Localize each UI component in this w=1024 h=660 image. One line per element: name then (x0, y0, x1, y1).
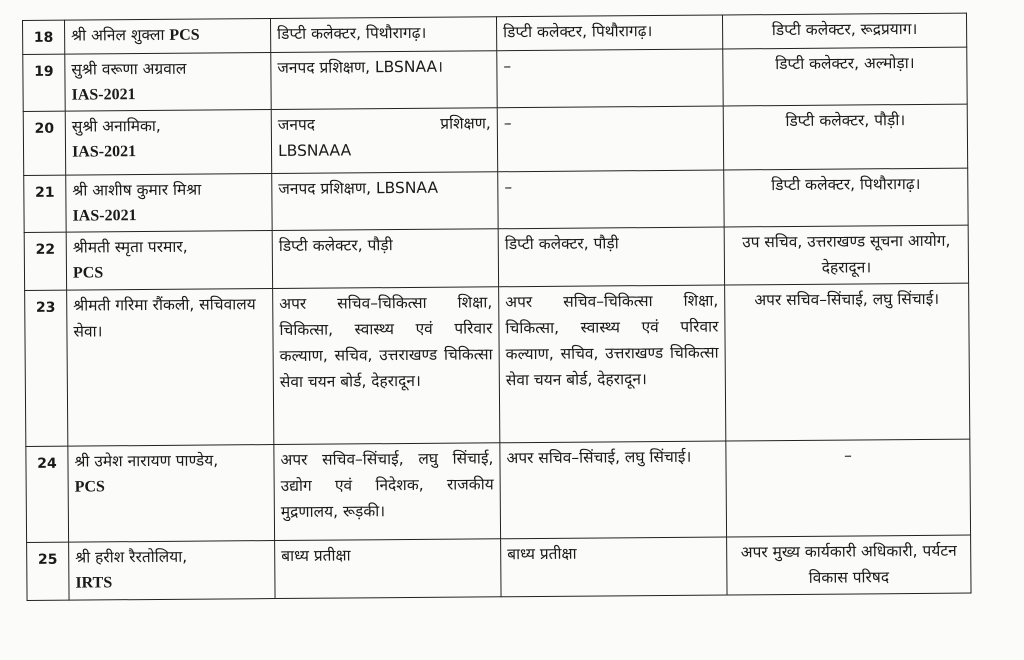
officer-name: श्री आशीष कुमार मिश्रा (72, 180, 202, 200)
serial-number: 21 (24, 175, 66, 232)
current-post: – (498, 170, 724, 229)
serial-number: 22 (24, 232, 66, 290)
officer-name-cell (69, 541, 275, 601)
officer-service: PCS (169, 26, 200, 44)
officer-service: IAS-2021 (71, 86, 136, 104)
table-row (27, 535, 971, 600)
previous-post: जनपद प्रशिक्षण, LBSNAA। (271, 51, 497, 110)
previous-post: अपर सचिव–चिकित्सा शिक्षा, चिकित्सा, स्वास्थ्य एवं परिवार कल्याण, सचिव, उत्तराखण्ड चिकित्सा सेवा चयन बोर्ड, देहरादून। (273, 287, 500, 445)
officer-name: श्रीमती गरिमा रौंकली, सचिवालय सेवा। (73, 295, 256, 341)
officer-name-cell (66, 174, 272, 233)
table-row (23, 104, 967, 175)
previous-post: जनपद प्रशिक्षण, LBSNAAA (271, 108, 497, 174)
serial-number: 24 (26, 446, 69, 542)
new-post: डिप्टी कलेक्टर, रूद्रप्रयाग। (722, 13, 966, 49)
officer-name-cell (68, 445, 275, 543)
document-page (22, 13, 972, 601)
current-post: अपर सचिव–चिकित्सा शिक्षा, चिकित्सा, स्वास्थ्य एवं परिवार कल्याण, सचिव, उत्तराखण्ड चिकित्सा सेवा चयन बोर्ड, देहरादून। (499, 285, 726, 443)
table-row (24, 225, 968, 290)
previous-post: डिप्टी कलेक्टर, पिथौरागढ़। (270, 17, 496, 53)
previous-post: जनपद प्रशिक्षण, LBSNAA (272, 172, 498, 231)
serial-number: 25 (27, 542, 69, 600)
table-row (24, 168, 968, 232)
officer-name: श्री उमेश नारायण पाण्डेय, (74, 451, 219, 471)
officer-name: श्रीमती स्मृता परमार, (72, 237, 188, 257)
previous-post: बाध्य प्रतीक्षा (275, 539, 501, 599)
new-post: डिप्टी कलेक्टर, पिथौरागढ़। (724, 168, 968, 227)
current-post: – (497, 106, 723, 172)
officer-name-cell (67, 289, 274, 447)
transfer-table (22, 13, 972, 601)
new-post: अपर मुख्य कार्यकारी अधिकारी, पर्यटन विकास परिषद (727, 535, 971, 595)
officer-name: सुश्री वरूणा अग्रवाल (71, 59, 187, 79)
serial-number: 19 (23, 54, 65, 111)
table-row (25, 283, 970, 446)
officer-name: श्री अनिल शुक्ला (71, 25, 165, 45)
current-post: डिप्टी कलेक्टर, पिथौरागढ़। (496, 15, 722, 51)
table-row (23, 47, 967, 111)
officer-service: PCS (72, 264, 104, 282)
table-row (26, 439, 971, 542)
officer-service: IRTS (75, 574, 113, 592)
new-post: डिप्टी कलेक्टर, पौड़ी। (723, 104, 967, 170)
previous-post: अपर सचिव–सिंचाई, लघु सिंचाई, उद्योग एवं निदेशक, राजकीय मुद्रणालय, रूड़की। (274, 443, 501, 541)
officer-name-cell (65, 110, 271, 176)
new-post: डिप्टी कलेक्टर, अल्मोड़ा। (723, 47, 967, 106)
serial-number: 23 (25, 290, 68, 446)
serial-number: 18 (23, 20, 65, 54)
officer-name: श्री हरीश रैरतोलिया, (75, 547, 188, 567)
new-post: – (726, 439, 971, 537)
new-post: उप सचिव, उत्तराखण्ड सूचना आयोग, देहरादून। (724, 225, 968, 285)
previous-post: डिप्टी कलेक्टर, पौड़ी (272, 229, 498, 289)
current-post: डिप्टी कलेक्टर, पौड़ी (498, 227, 724, 287)
current-post: बाध्य प्रतीक्षा (501, 537, 727, 597)
officer-name: सुश्री अनामिका, (71, 116, 161, 136)
current-post: अपर सचिव–सिंचाई, लघु सिंचाई। (500, 441, 727, 539)
new-post: अपर सचिव–सिंचाई, लघु सिंचाई। (725, 283, 970, 441)
officer-name-cell (66, 231, 272, 291)
officer-name-cell (65, 53, 271, 112)
officer-service: IAS-2021 (72, 207, 137, 225)
officer-service: PCS (74, 478, 105, 496)
officer-service: IAS-2021 (71, 143, 137, 161)
serial-number: 20 (23, 111, 66, 175)
officer-name-cell (65, 19, 271, 55)
current-post: – (497, 49, 723, 108)
